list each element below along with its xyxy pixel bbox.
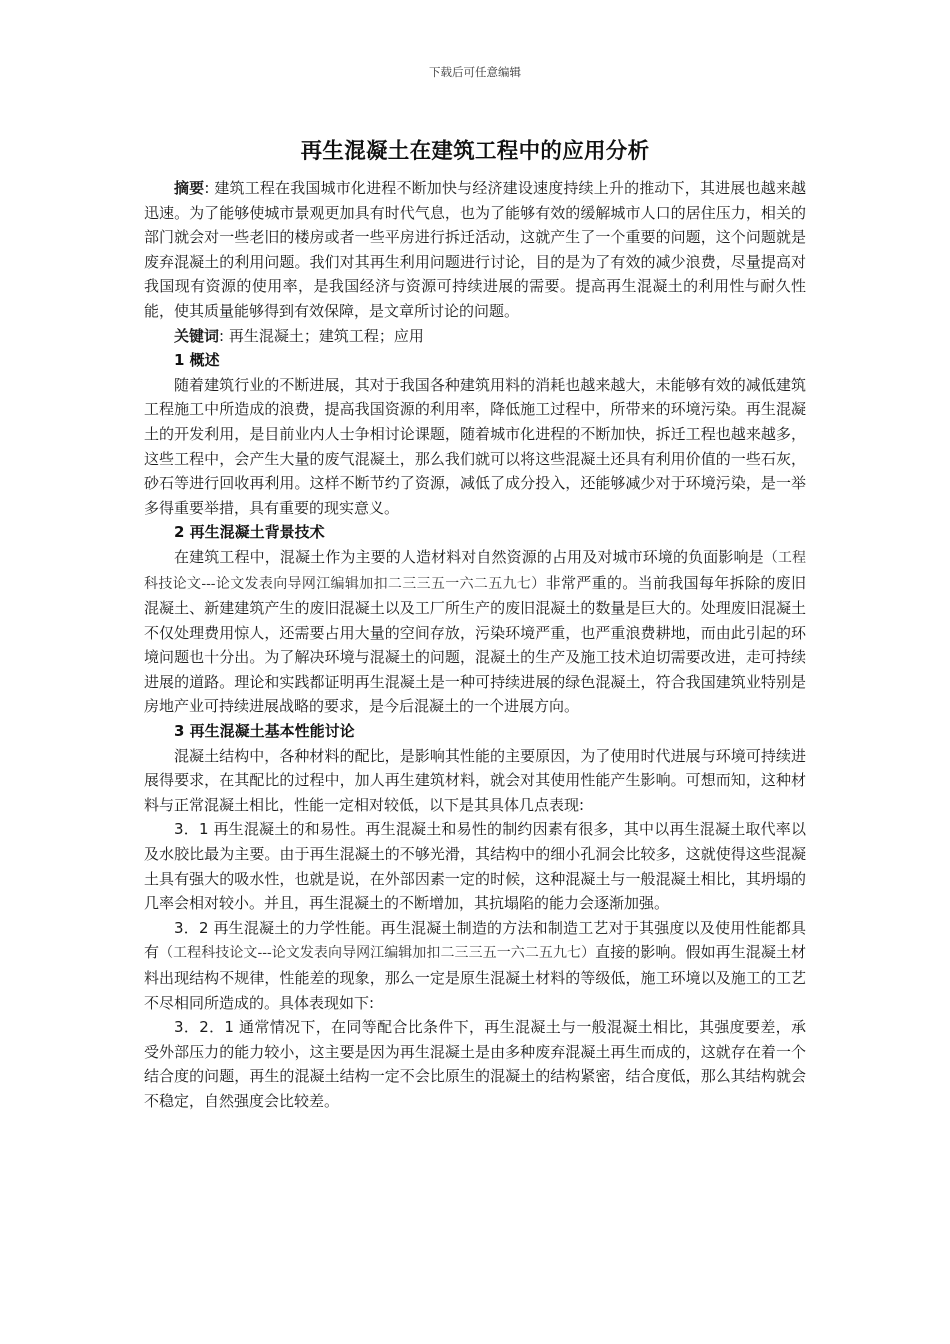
abstract-paragraph (144, 176, 806, 324)
section-3-1-paragraph: 3．1 再生混凝土的和易性。再生混凝土和易性的制约因素有很多，其中以再生混凝土取代率以及水胶比最为主要。由于再生混凝土的不够光滑，其结构中的细小孔洞会比较多，这就使得这些混凝土具有强大的吸水性，也就是说，在外部因素一定的时候，这种混凝土与一般混凝土相比，其坍塌的几率会相对较小。并且，再生混凝土的不断增加，其抗塌陷的能力会逐渐加强。 (144, 820, 806, 913)
section-1-heading: 1 概述 (174, 351, 220, 370)
section-2-heading: 2 再生混凝土背景技术 (174, 523, 325, 542)
keywords-text: : 再生混凝土；建筑工程；应用 (219, 326, 424, 345)
section-2-text-a: 在建筑工程中，混凝土作为主要的人造材料对自然资源的占用及对城市环境的负面影响是 (174, 547, 764, 566)
abstract-label: 摘要 (174, 179, 205, 197)
section-3-2-1-paragraph: 3．2．1 通常情况下，在同等配合比条件下，再生混凝土与一般混凝土相比，其强度要差，承受外部压力的能力较小，这主要是因为再生混凝土是由多种废弃混凝土再生而成的，这就存在着一个结合度的问题，再生的混凝土结构一定不会比原生的混凝土的结构紧密，结合度低，那么其结构就会不稳定，自然强度会比较差。 (144, 1018, 806, 1110)
section-3-2-paragraph (144, 916, 806, 1015)
section-3-paragraph: 混凝土结构中，各种材料的配比，是影响其性能的主要原因，为了使用时代进展与环境可持续进展得要求，在其配比的过程中，加人再生建筑材料，就会对其使用性能产生影响。可想而知，这种材料与正常混凝土相比，性能一定相对较低，以下是其具体几点表现: (144, 746, 806, 814)
page-title: 再生混凝土在建筑工程中的应用分析 (300, 139, 650, 164)
keywords-label: 关键词 (174, 326, 220, 345)
page-header-note: 下载后可任意编辑 (429, 65, 521, 79)
abstract-text: : 建筑工程在我国城市化进程不断加快与经济建设速度持续上升的推动下，其进展也越来越迅速。为了能够使城市景观更加具有时代气息，也为了能够有效的缓解城市人口的居住压力，相关的部门就会对一些老旧的楼房或者一些平房进行拆迁活动，这就产生了一个重要的问题，这个问题就是废弃混凝土的利用问题。我们对其再生利用问题进行讨论，目的是为了有效的减少浪费，尽量提高对我国现有资源的使用率，是我国经济与资源可持续进展的需要。提高再生混凝土的利用性与耐久性能，使其质量能够得到有效保障，是文章所讨论的问题。 (144, 179, 806, 320)
section-2-text-b: 非常严重的。当前我国每年拆除的废旧混凝土、新建建筑产生的废旧混凝土以及工厂所生产的废旧混凝土的数量是巨大的。处理废旧混凝土不仅处理费用惊人，还需要占用大量的空间存放，污染环境严重，也严重浪费耕地，而由此引起的环境问题也十分出。为了解决环境与混凝土的问题，混凝土的生产及施工技术迫切需要改进，走可持续进展的道路。理论和实践都证明再生混凝土是一种可持续进展的绿色混凝土，符合我国建筑业特别是房地产业可持续进展战略的要求，是今后混凝土的一个进展方向。 (144, 573, 806, 716)
section-3-2-text-b: 直接的影响。假如再生混凝土材料出现结构不规律，性能差的现象，那么一定是原生混凝土材料的等级低，施工环境以及施工的工艺不尽相同所造成的。具体表现如下: (144, 943, 806, 1012)
document-body (144, 176, 806, 1114)
section-3-2-inline-note: （工程科技论文---论文发表向导网江编辑加扣二三三五一六二五九七） (159, 945, 596, 962)
section-1-paragraph: 随着建筑行业的不断进展，其对于我国各种建筑用料的消耗也越来越大，未能够有效的减低建筑工程施工中所造成的浪费，提高我国资源的利用率，降低施工过程中，所带来的环境污染。再生混凝土的开发利用，是目前业内人士争相讨论课题，随着城市化进程的不断加快，拆迁工程也越来越多，这些工程中，会产生大量的废气混凝土，那么我们就可以将这些混凝土还具有利用价值的一些石灰，砂石等进行回收再利用。这样不断节约了资源，减低了成分投入，还能够减少对于环境污染，是一举多得重要举措，具有重要的现实意义。 (144, 375, 806, 517)
section-3-heading: 3 再生混凝土基本性能讨论 (174, 722, 355, 741)
keywords-paragraph (144, 324, 806, 349)
section-2-inline-note: （工程科技论文---论文发表向导网江编辑加扣二三三五一六二五九七） (144, 549, 806, 592)
section-3-2-text-a: 3．2 再生混凝土的力学性能。再生混凝土制造的方法和制造工艺对于其强度以及使用性能都具有 (144, 918, 806, 962)
section-2-paragraph (144, 545, 806, 719)
